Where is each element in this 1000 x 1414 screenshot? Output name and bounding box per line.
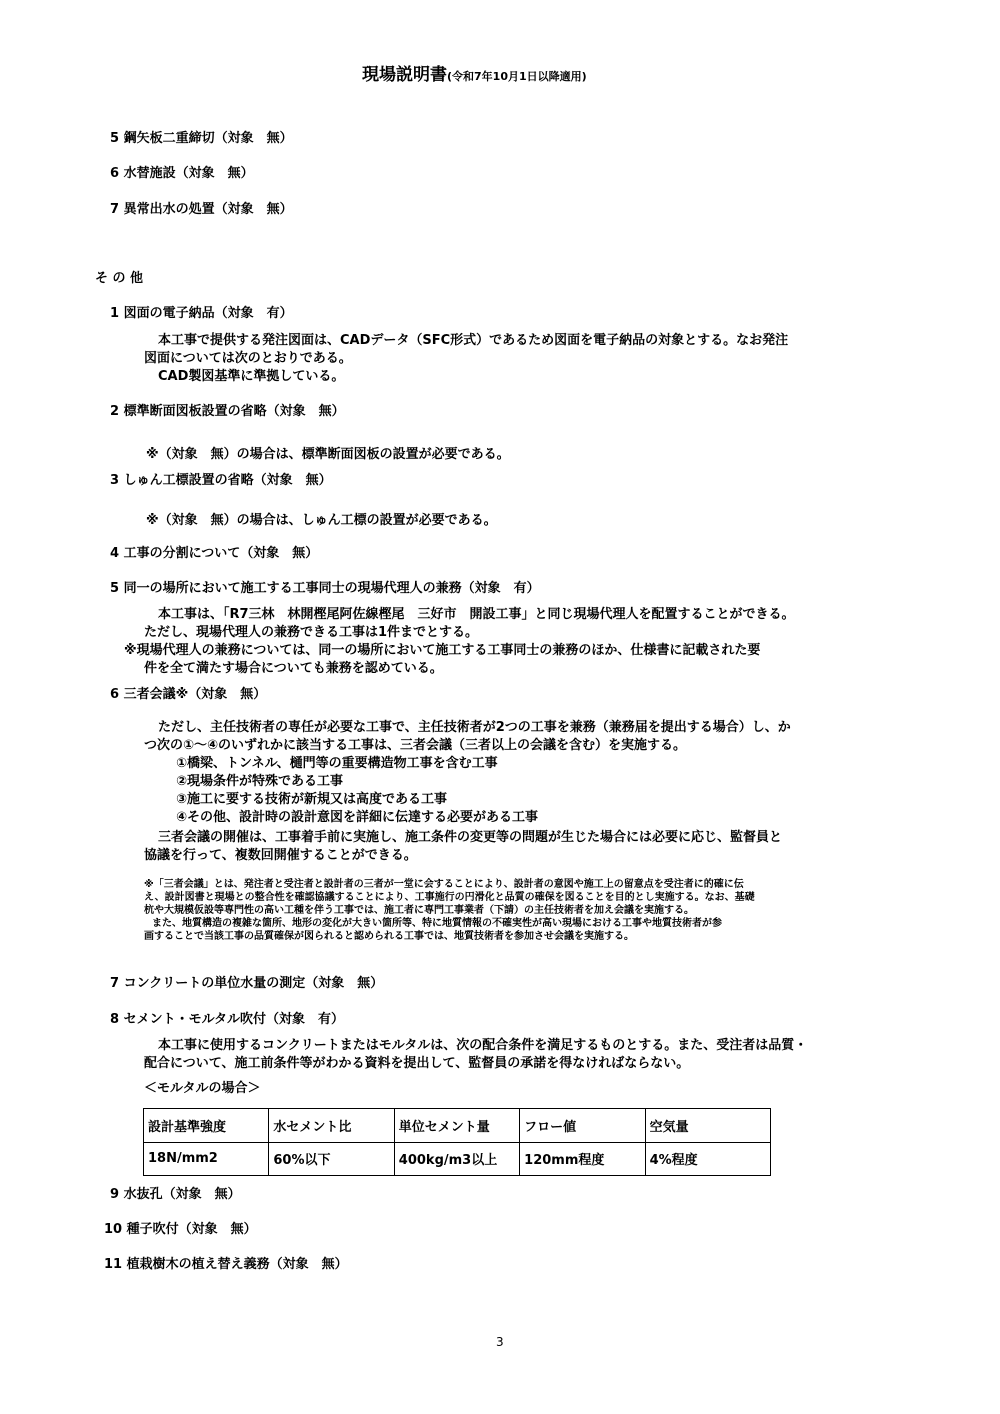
- paragraph-line: 本工事は、「R7三林 林開樫尾阿佐線樫尾 三好市 開設工事」と同じ現場代理人を配置することができる。: [158, 607, 795, 622]
- table-header-cell: 水セメント比: [269, 1109, 394, 1143]
- item-heading: 7 異常出水の処置（対象 無）: [110, 202, 293, 217]
- table-header-cell: フロー値: [520, 1109, 645, 1143]
- item-heading: 10 種子吹付（対象 無）: [104, 1222, 257, 1237]
- table-cell: 4%程度: [645, 1142, 770, 1176]
- table-cell: 120mm程度: [520, 1142, 645, 1176]
- item-heading: 1 図面の電子納品（対象 有）: [110, 306, 293, 321]
- paragraph-line: 三者会議の開催は、工事着手前に実施し、施工条件の変更等の問題が生じた場合には必要に応じ、監督員と: [158, 830, 783, 845]
- footnote-line: 画することで当該工事の品質確保が図られると認められる工事では、地質技術者を参加させ会議を実施する。: [144, 931, 634, 942]
- footnote-line: え、設計図書と現場との整合性を確認協議することにより、工事施行の円滑化と品質の確保を図ることを目的とし実施する。なお、基礎: [144, 892, 755, 903]
- paragraph-line: 件を全て満たす場合についても兼務を認めている。: [144, 661, 443, 676]
- paragraph-line: 協議を行って、複数回開催することができる。: [144, 848, 417, 863]
- section-heading: そ の 他: [95, 271, 144, 286]
- paragraph-line: 配合について、施工前条件等がわかる資料を提出して、監督員の承諾を得なければならない。: [144, 1056, 690, 1071]
- footnote-line: ※「三者会議」とは、発注者と受注者と設計者の三者が一堂に会することにより、設計者の意図や施工上の留意点を受注者に的確に伝: [144, 879, 744, 890]
- item-heading: 2 標準断面図板設置の省略（対象 無）: [110, 404, 345, 419]
- paragraph-line: CAD製図基準に準拠している。: [158, 369, 345, 384]
- item-heading: 6 三者会議※（対象 無）: [110, 687, 267, 702]
- table-header-cell: 設計基準強度: [144, 1109, 269, 1143]
- item-heading: 3 しゅん工標設置の省略（対象 無）: [110, 473, 332, 488]
- footnote-line: また、地質構造の複雑な箇所、地形の変化が大きい箇所等、特に地質情報の不確実性が高い現場における工事や地質技術者が参: [152, 918, 722, 929]
- list-item: ①橋梁、トンネル、樋門等の重要構造物工事を含む工事: [176, 756, 498, 771]
- table-header-cell: 空気量: [645, 1109, 770, 1143]
- item-heading: 11 植栽樹木の植え替え義務（対象 無）: [104, 1257, 348, 1272]
- paragraph-line: ※現場代理人の兼務については、同一の場所において施工する工事同士の兼務のほか、仕様書に記載された要: [124, 643, 761, 658]
- note-line: ※（対象 無）の場合は、標準断面図板の設置が必要である。: [146, 447, 510, 462]
- list-item: ②現場条件が特殊である工事: [176, 774, 344, 789]
- table-cell: 60%以下: [269, 1142, 394, 1176]
- page-number: 3: [496, 1335, 504, 1349]
- footnote-line: 杭や大規模仮設等専門性の高い工種を伴う工事では、施工者に専門工事業者（下請）の主任技術者を加え会議を実施する。: [144, 905, 694, 916]
- item-heading: 4 工事の分割について（対象 無）: [110, 546, 319, 561]
- paragraph-line: ただし、主任技術者の専任が必要な工事で、主任技術者が2つの工事を兼務（兼務届を提出する場合）し、か: [158, 720, 791, 735]
- item-heading: 8 セメント・モルタル吹付（対象 有）: [110, 1012, 345, 1027]
- mortar-mix-table: [143, 1108, 771, 1176]
- title-subtitle: (令和7年10月1日以降適用): [447, 70, 587, 83]
- table-cell: 400kg/m3以上: [394, 1142, 519, 1176]
- page-title: [362, 67, 587, 84]
- paragraph-line: 本工事に使用するコンクリートまたはモルタルは、次の配合条件を満足するものとする。また、受注者は品質・: [158, 1038, 808, 1053]
- list-item: ④その他、設計時の設計意図を詳細に伝達する必要がある工事: [176, 810, 539, 825]
- item-heading: 5 鋼矢板二重締切（対象 無）: [110, 131, 293, 146]
- paragraph-line: 図面については次のとおりである。: [144, 351, 352, 366]
- item-heading: 7 コンクリートの単位水量の測定（対象 無）: [110, 976, 384, 991]
- item-heading: 6 水替施設（対象 無）: [110, 166, 254, 181]
- title-text: 現場説明書: [362, 65, 447, 85]
- item-heading: 9 水抜孔（対象 無）: [110, 1187, 241, 1202]
- note-line: ※（対象 無）の場合は、しゅん工標の設置が必要である。: [146, 513, 497, 528]
- paragraph-line: 本工事で提供する発注図面は、CADデータ（SFC形式）であるため図面を電子納品の対象とする。なお発注: [158, 333, 789, 348]
- paragraph-line: つ次の①～④のいずれかに該当する工事は、三者会議（三者以上の会議を含む）を実施する。: [144, 738, 687, 753]
- table-header-cell: 単位セメント量: [394, 1109, 519, 1143]
- table-row: [144, 1142, 771, 1176]
- table-header-row: [144, 1109, 771, 1143]
- item-heading: 5 同一の場所において施工する工事同士の現場代理人の兼務（対象 有）: [110, 581, 540, 596]
- table-cell: 18N/mm2: [144, 1142, 269, 1176]
- table-caption: ＜モルタルの場合＞: [144, 1081, 261, 1096]
- paragraph-line: ただし、現場代理人の兼務できる工事は1件までとする。: [144, 625, 479, 640]
- list-item: ③施工に要する技術が新規又は高度である工事: [176, 792, 448, 807]
